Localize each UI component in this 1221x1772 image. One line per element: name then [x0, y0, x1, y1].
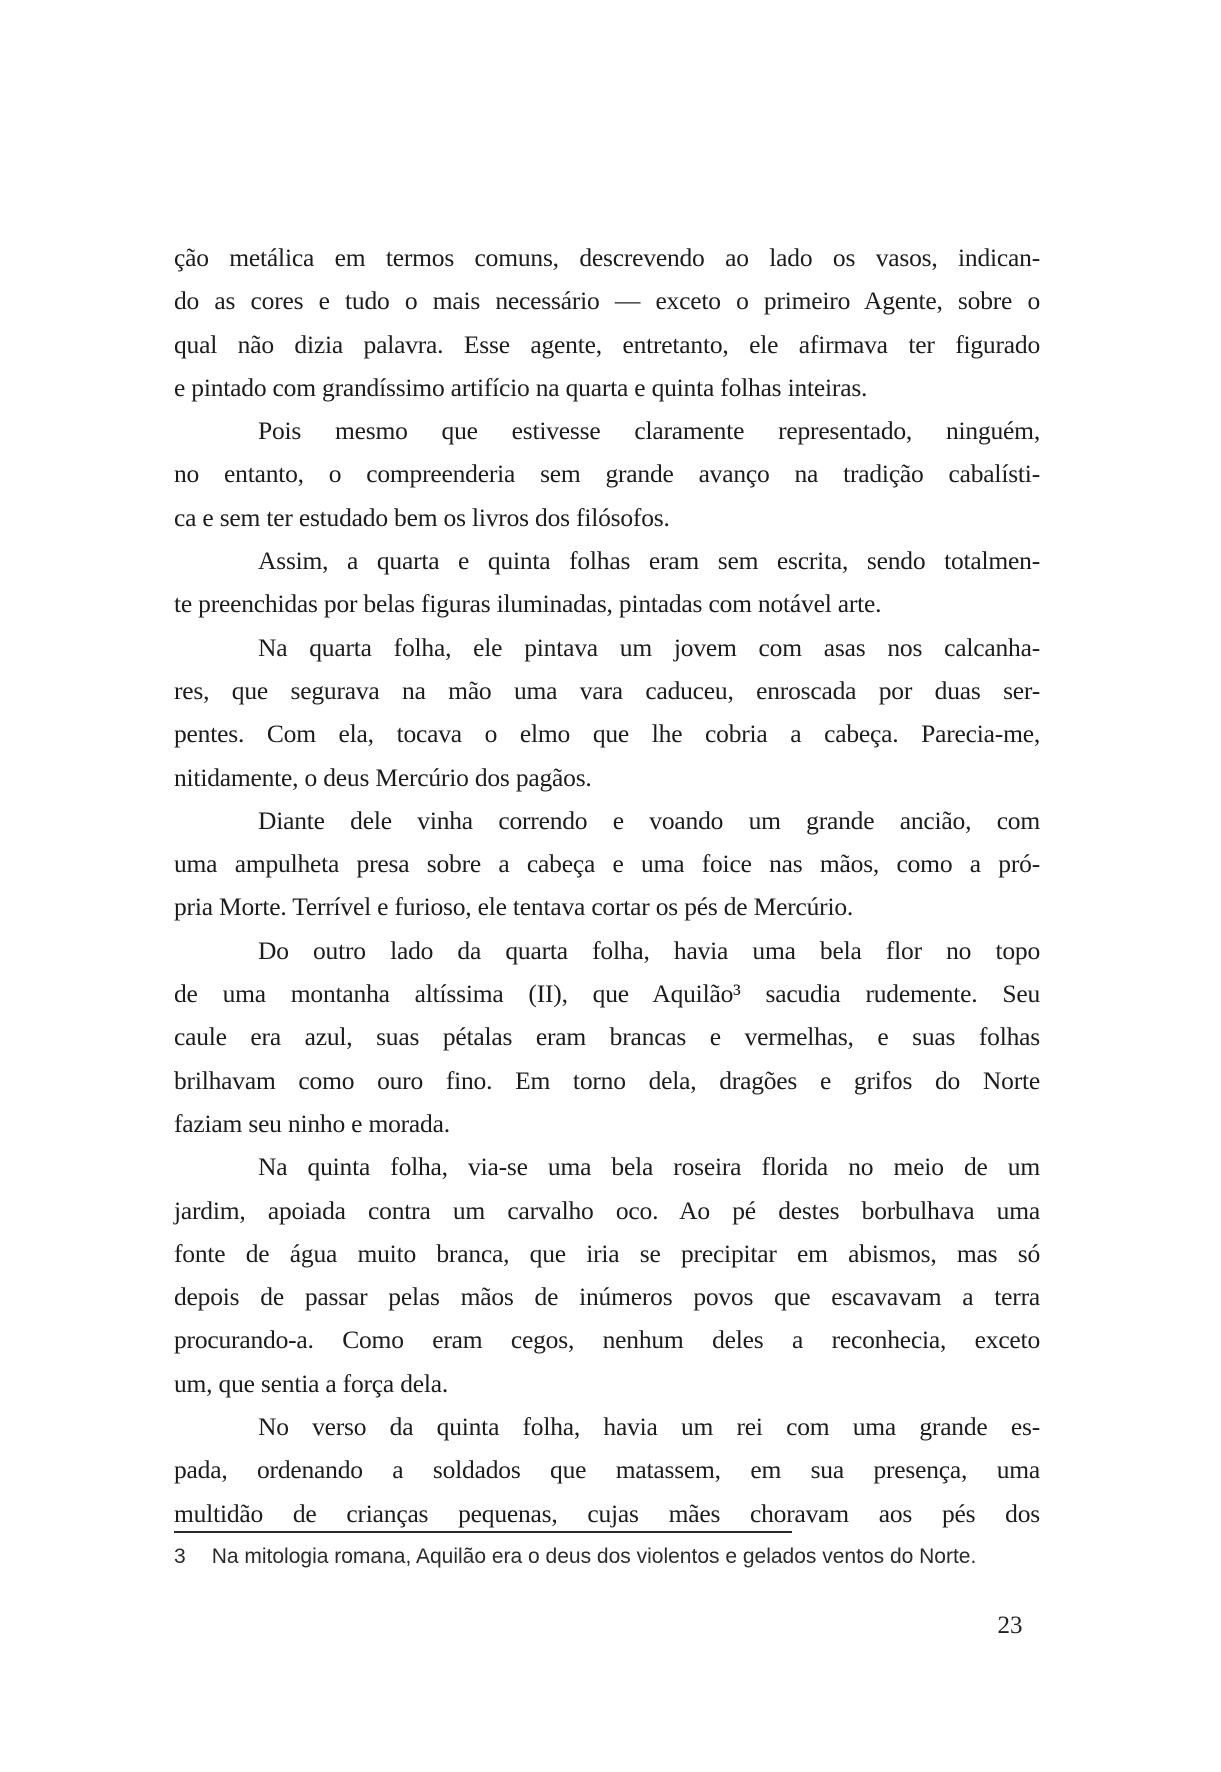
footnote-separator	[174, 1531, 792, 1533]
footnote	[174, 1544, 1054, 1570]
text-line: no entanto, o compreenderia sem grande avanço na tradição cabalísti-	[174, 459, 1040, 489]
text-line: brilhavam como ouro fino. Em torno dela, dragões e grifos do Norte	[174, 1065, 1040, 1095]
text-line: pentes. Com ela, tocava o elmo que lhe cobria a cabeça. Parecia-me,	[174, 719, 1040, 749]
text-line: Pois mesmo que estivesse claramente representado, ninguém,	[258, 416, 1040, 446]
text-line: ção metálica em termos comuns, descrevendo ao lado os vasos, indican-	[174, 243, 1040, 272]
text-line: procurando-a. Como eram cegos, nenhum deles a reconhecia, exceto	[174, 1325, 1040, 1355]
text-line: te preenchidas por belas figuras iluminadas, pintadas com notável arte.	[174, 589, 882, 619]
text-line: res, que segurava na mão uma vara caduceu, enroscada por duas ser-	[174, 675, 1040, 705]
text-line: nitidamente, o deus Mercúrio dos pagãos.	[174, 762, 592, 792]
page-number: 23	[997, 1612, 1023, 1639]
text-line: faziam seu ninho e morada.	[174, 1108, 450, 1138]
text-line: Do outro lado da quarta folha, havia uma bela flor no topo	[258, 935, 1040, 965]
text-line: pria Morte. Terrível e furioso, ele tentava cortar os pés de Mercúrio.	[174, 892, 854, 922]
text-line: Na quarta folha, ele pintava um jovem com asas nos calcanha-	[258, 632, 1040, 662]
text-line: Na quinta folha, via-se uma bela roseira florida no meio de um	[258, 1152, 1040, 1182]
text-line: uma ampulheta presa sobre a cabeça e uma foice nas mãos, como a pró-	[174, 849, 1040, 879]
text-line: fonte de água muito branca, que iria se precipitar em abismos, mas só	[174, 1238, 1040, 1268]
text-line: Assim, a quarta e quinta folhas eram sem escrita, sendo totalmen-	[258, 546, 1040, 576]
text-line: jardim, apoiada contra um carvalho oco. Ao pé destes borbulhava uma	[174, 1195, 1040, 1225]
body-text	[174, 236, 1040, 1535]
text-line: de uma montanha altíssima (II), que Aquilão³ sacudia rudemente. Seu	[174, 979, 1040, 1009]
text-line: pada, ordenando a soldados que matassem, em sua presença, uma	[174, 1455, 1040, 1485]
text-line: multidão de crianças pequenas, cujas mães choravam aos pés dos	[174, 1498, 1040, 1528]
footnote-text: Na mitologia romana, Aquilão era o deus dos violentos e gelados ventos do Norte.	[211, 1545, 977, 1568]
text-line: No verso da quinta folha, havia um rei com uma grande es-	[258, 1412, 1040, 1442]
text-line: e pintado com grandíssimo artifício na quarta e quinta folhas inteiras.	[174, 372, 868, 402]
text-line: qual não dizia palavra. Esse agente, entretanto, ele afirmava ter figurado	[174, 329, 1040, 359]
text-line: caule era azul, suas pétalas eram brancas e vermelhas, e suas folhas	[174, 1022, 1040, 1052]
text-line: ca e sem ter estudado bem os livros dos filósofos.	[174, 502, 670, 532]
footnote-marker: 3	[174, 1545, 186, 1568]
text-line: Diante dele vinha correndo e voando um grande ancião, com	[258, 805, 1040, 835]
text-line: um, que sentia a força dela.	[174, 1368, 449, 1398]
text-line: do as cores e tudo o mais necessário — exceto o primeiro Agente, sobre o	[174, 286, 1040, 316]
text-line: depois de passar pelas mãos de inúmeros povos que escavavam a terra	[174, 1282, 1040, 1312]
